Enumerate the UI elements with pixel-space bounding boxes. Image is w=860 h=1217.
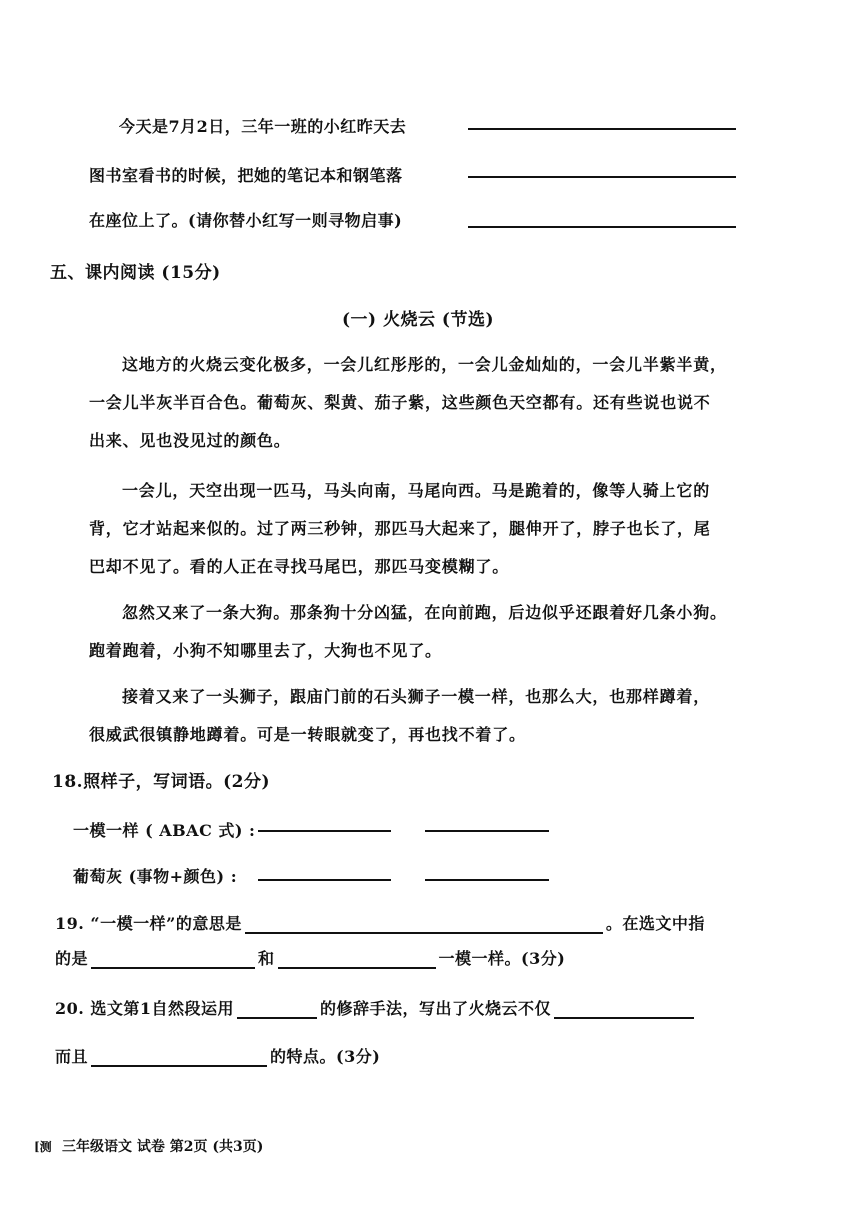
passage-paragraph-2: [89, 472, 739, 586]
notice-answer-line-3[interactable]: [468, 226, 736, 228]
paragraph-line: 一会儿半灰半百合色。葡萄灰、梨黄、茄子紫，这些颜色天空都有。还有些说也说不: [89, 393, 711, 412]
passage-title: (一) 火烧云 (节选): [342, 310, 495, 330]
paragraph-line: 这地方的火烧云变化极多，一会儿红彤彤的，一会儿金灿灿的，一会儿半紫半黄，: [122, 355, 727, 374]
passage-paragraph-3: [89, 594, 739, 670]
footer-mark: [测: [34, 1140, 52, 1154]
passage-paragraph-1: [89, 346, 739, 460]
question-20-blank-notonly[interactable]: [554, 999, 694, 1019]
question-20-line-1: [55, 996, 697, 1019]
question-19-suffix: 。在选文中指: [605, 914, 705, 933]
notice-line-2: 图书室看书的时候，把她的笔记本和钢笔落: [89, 166, 403, 185]
question-19-line-2: [55, 946, 565, 969]
question-19-blank-meaning[interactable]: [245, 914, 603, 934]
notice-answer-line-1[interactable]: [468, 128, 736, 130]
passage-paragraph-4: [89, 678, 739, 754]
question-18-blank-1b[interactable]: [425, 830, 549, 832]
notice-answer-line-2[interactable]: [468, 176, 736, 178]
question-18-blank-2b[interactable]: [425, 879, 549, 881]
question-19-line-1: [55, 911, 705, 934]
question-18-item-2: 葡萄灰 (事物+颜色) :: [73, 867, 238, 886]
question-18-blank-1a[interactable]: [258, 830, 391, 832]
question-19-line2-suffix: 一模一样。(3分): [438, 949, 566, 968]
question-18-title: 18.照样子，写词语。(2分): [52, 772, 270, 792]
question-19-blank-b[interactable]: [278, 949, 436, 969]
paragraph-line: 一会儿，天空出现一匹马，马头向南，马尾向西。马是跪着的，像等人骑上它的: [122, 481, 711, 500]
paragraph-line: 背，它才站起来似的。过了两三秒钟，那匹马大起来了，腿伸开了，脖子也长了，尾: [89, 519, 711, 538]
paragraph-line: 出来、见也没见过的颜色。: [89, 431, 291, 450]
question-19-and: 和: [258, 949, 275, 968]
question-20-prefix: 20. 选文第1自然段运用: [55, 999, 235, 1018]
paragraph-line: 忽然又来了一条大狗。那条狗十分凶猛，在向前跑，后边似乎还跟着好几条小狗。: [122, 603, 727, 622]
question-18-blank-2a[interactable]: [258, 879, 391, 881]
question-20-line2-prefix: 而且: [55, 1047, 89, 1066]
notice-line-1: 今天是7月2日，三年一班的小红昨天去: [119, 117, 407, 136]
question-20-blank-rhetoric[interactable]: [237, 999, 317, 1019]
paragraph-line: 跑着跑着，小狗不知哪里去了，大狗也不见了。: [89, 641, 442, 660]
question-19-line2-prefix: 的是: [55, 949, 89, 968]
paragraph-line: 很威武很镇静地蹲着。可是一转眼就变了，再也找不着了。: [89, 725, 526, 744]
notice-line-3: 在座位上了。(请你替小红写一则寻物启事): [89, 211, 403, 230]
question-20-blank-but-also[interactable]: [91, 1047, 267, 1067]
question-20-mid: 的修辞手法，写出了火烧云不仅: [320, 999, 552, 1018]
paragraph-line: 接着又来了一头狮子，跟庙门前的石头狮子一模一样，也那么大，也那样蹲着，: [122, 687, 711, 706]
question-20-line-2: [55, 1044, 380, 1067]
footer-page-info: 三年级语文 试卷 第2页 (共3页): [62, 1139, 264, 1155]
question-19-blank-a[interactable]: [91, 949, 255, 969]
question-20-line2-suffix: 的特点。(3分): [270, 1047, 381, 1066]
section-heading: 五、课内阅读 (15分): [50, 263, 221, 283]
question-18-item-1: 一模一样 ( ABAC 式) :: [73, 821, 256, 840]
paragraph-line: 巴却不见了。看的人正在寻找马尾巴，那匹马变模糊了。: [89, 557, 510, 576]
question-19-prefix: 19. “一模一样”的意思是: [55, 914, 242, 933]
